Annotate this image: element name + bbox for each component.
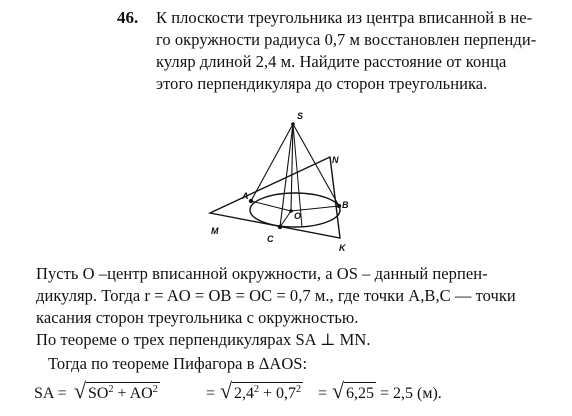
radicand-1: $SO^2 + AO^2$	[86, 382, 160, 407]
geometry-figure	[205, 110, 365, 255]
point-b	[337, 204, 341, 208]
radical-sign: √	[74, 378, 87, 403]
label-s: S	[297, 111, 304, 121]
problem-text-line: этого перпендикуляра до сторон треугольника.	[156, 74, 488, 93]
edge-s-a	[251, 124, 293, 201]
point-a	[249, 199, 253, 203]
label-n: N	[332, 155, 339, 165]
problem-text-line: го окружности радиуса 0,7 м восстановлен перпенди-	[156, 30, 537, 49]
formula-result: = 2,5 (м).	[380, 385, 442, 402]
point-o	[289, 209, 293, 213]
problem-number: 46.	[117, 8, 139, 27]
pythagoras-formula	[34, 376, 454, 410]
formula-equals: =	[206, 385, 216, 402]
formula-equals: =	[318, 385, 328, 402]
radical-sign: √	[332, 378, 345, 403]
label-k: K	[339, 243, 346, 253]
radicand-2: $2,4^2 + 0,7^2$	[232, 382, 303, 407]
label-c: C	[267, 234, 274, 244]
solution-text-line: дикуляр. Тогда r = AO = OB = OC = 0,7 м., где точки A,B,C — точки	[36, 286, 516, 305]
problem-text-line: куляр длиной 2,4 м. Найдите расстояние от конца	[156, 52, 507, 71]
solution-text-line: Тогда по теореме Пифагора в ΔAOS:	[48, 354, 308, 373]
radical-sign: √	[220, 378, 233, 403]
solution-text-line: Пусть O –центр вписанной окружности, а OS – данный перпен-	[36, 264, 488, 283]
label-a: A	[242, 191, 249, 201]
radius-oa	[251, 201, 291, 211]
formula-lhs: SA =	[34, 385, 67, 402]
point-c	[278, 225, 282, 229]
label-m: M	[211, 226, 219, 236]
label-b: B	[342, 200, 349, 210]
solution-text-line: По теореме о трех перпендикулярах SA ⊥ MN.	[36, 330, 371, 349]
inscribed-circle	[250, 193, 340, 227]
label-o: O	[294, 211, 302, 221]
solution-text-line: касания сторон треугольника с окружностью.	[36, 308, 359, 327]
radicand-3: 6,25	[344, 382, 376, 407]
point-s	[291, 122, 295, 126]
problem-text-line: К плоскости треугольника из центра вписанной в не-	[156, 8, 533, 27]
